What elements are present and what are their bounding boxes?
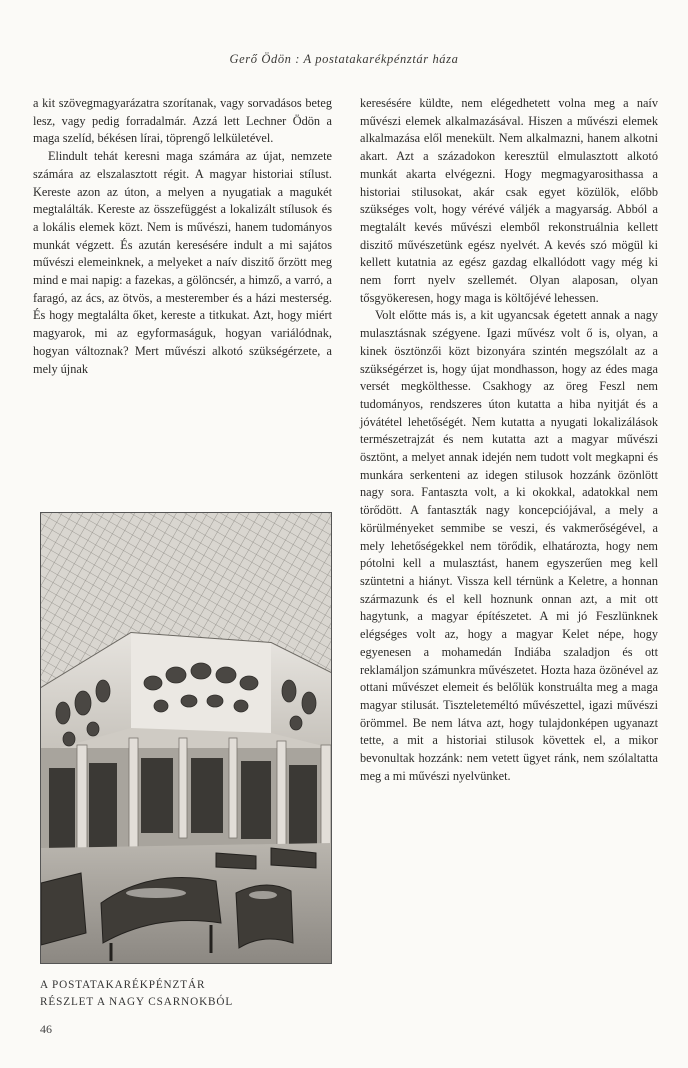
paragraph: Elindult tehát keresni maga számára az újat, nemzete számára az elszalasztott régit. A magyar historiai stílust. Kereste azon az úton, a melyen a nyugatiak a magukét megtalálták. Kereste az összefüggést a lokalizált stílusok és a lokális elemek közt. Nem is művészi, hanem tudományos munkát végzett. És azután keresésére indult a mi sajátos művészi elemeinknek, a melyeket a naív diszitő őrzött meg mind e mai napig: a fazekas, a gölöncsér, a himző, a varró, a faragó, az ács, az ötvös, a mesterember és a házi mesterség. És hogy megtalálta őket, kereste a titkukat. Azt, hogy miért magyarok, mi az egyformaságuk, hogyan variálódnak, hogyan változnak? Mert művészi alkotó szükségérzete, a mely újnak <box>33 149 332 376</box>
left-text-column <box>33 95 332 378</box>
caption-line: A POSTATAKARÉKPÉNZTÁR <box>40 979 206 991</box>
hall-photograph <box>40 512 332 964</box>
figure-caption <box>40 977 330 1011</box>
running-head: Gerő Ödön : A postatakarékpénztár háza <box>229 52 459 66</box>
paragraph: keresésére küldte, nem elégedhetett volna meg a naív művészi elemek alkalmazásával. Hiszen a művészi elemek alkalmazása elől menekült. Nem alkalmazni, hanem alkotni akart. Azt a századokon keresztül elmulasztott alkotó munkát akarta elvégezni. Hogy megmagyarosithassa a historiai stilusokat, akár csak egyet közülök, előbb szükséges volt, hogy vérévé váljék a magyarság. Abból a megtalált kevés művészi elemből rekonstruálnia kellett diszitő művészetünk egész nyelvét. A kevés szó mögül ki kellett kutatnia az egész gazdag elkallódott vagy még ki nem forrt nyelv szellemét. Olyan alaposan, olyan tősgyökeresen, hogy maga is költőjévé lehessen. <box>360 96 658 305</box>
page-number: 46 <box>40 1022 52 1036</box>
right-text-column <box>360 95 658 785</box>
caption-line: RÉSZLET A NAGY CSARNOKBÓL <box>40 996 234 1008</box>
paragraph: Volt előtte más is, a kit ugyancsak égetett annak a nagy mulasztásnak szégyene. Igazi művész volt ő is, olyan, a kinek ösztönzői közt bizonyára szintén megszólalt az a szükségérzet is, hogy újat mondhasson, hogy az édes maga versét megkölthesse. Csakhogy az öreg Feszl nem tudományos, rendszeres úton kutatta a hiba nyitját és a jóvátétel lehetőségét. Nem kutatta a nyugati lokalizálások természetrajzát és nem kutatta azt a magyar művészi ösztönt, a melyet annak idején nem tudott volt megkapni és munkára serkenteni az idegen stilusok hozzánk özönlött nagy sora. Fantaszta volt, a ki okokkal, adatokkal nem törődött. A fantaszták nagy koncepciójával, a mely a körülményeket semmibe se veszi, és vakmerőségével, a mely lehetőségekkel nem törődik, elhatározta, hogy nem pótolni kell a mulasztást, hanem egyszerűen meg kell szüntetni a hiányt. Vissza kell térnünk a Keletre, a honnan származunk és el kell hoznunk onnan azt, a mit ott hagytunk, a magyar építészetet. A mi jó Feszlünknek elégséges volt az, hogy a magyar Kelet népe, hogy egyenesen a mohamedán Indiába szaladjon és ott reklamáljon számunkra művészetet. Hozta haza özönével az ottani művészet elemeit és belőlük konstruálta meg a maga magyar stilusát. Tiszteleteméltó művészettel, igazi művészi örömmel. Be nem látva azt, hogy tulajdonképen ugyanazt tette, a mit a historiai stilusok követtek el, a mikor bevonultak hozzánk: nem vetett ügyet ránk, nem szólaltatta meg a mi művészi nyelvünket. <box>360 308 658 783</box>
paragraph: a kit szövegmagyarázatra szorítanak, vagy sorvadásos beteg lesz, vagy pedig forradalmár. Azzá lett Lechner Ödön a maga szelíd, békésen lírai, töprengő lelkületével. <box>33 96 332 146</box>
